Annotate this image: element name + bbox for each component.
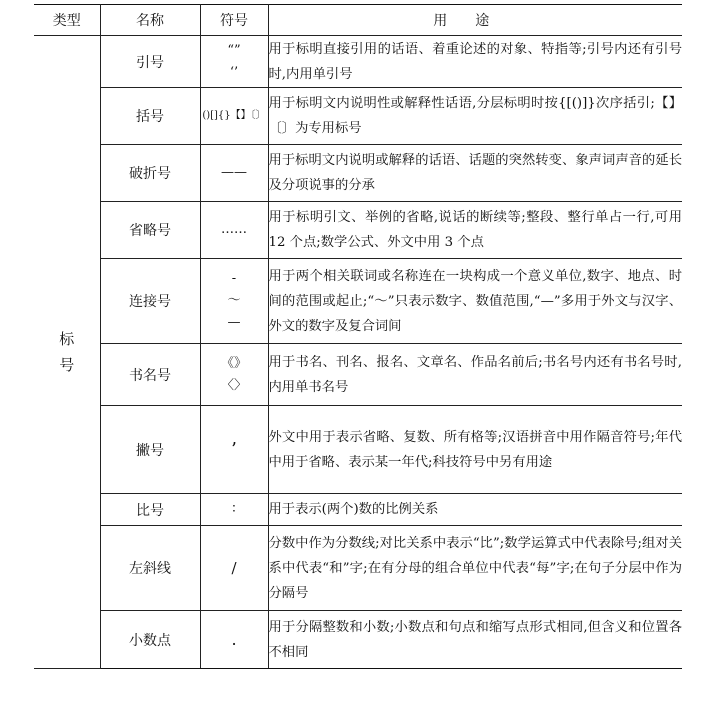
row-name: 小数点 <box>100 611 200 669</box>
row-usage: 用于标明文内说明或解释的话语、话题的突然转变、象声词声音的延长及分项说事的分承 <box>268 145 682 202</box>
row-usage: 用于分隔整数和小数;小数点和句点和缩写点形式相同,但含义和位置各不相同 <box>268 611 682 669</box>
table-row <box>34 145 682 202</box>
row-name: 省略号 <box>100 202 200 259</box>
row-symbol: - ～ — <box>200 259 268 344</box>
row-name: 破折号 <box>100 145 200 202</box>
table-row <box>34 259 682 344</box>
row-name: 连接号 <box>100 259 200 344</box>
type-char-2: 号 <box>59 356 75 374</box>
row-name: 左斜线 <box>100 526 200 611</box>
table-row <box>34 526 682 611</box>
row-name: 比号 <box>100 494 200 526</box>
row-name: 书名号 <box>100 344 200 406</box>
row-usage: 用于标明引文、举例的省略,说话的断续等;整段、整行单占一行,可用 12 个点;数学公式、外文中用 3 个点 <box>268 202 682 259</box>
header-symbol: 符号 <box>200 5 268 36</box>
row-symbol: ’ <box>200 406 268 494</box>
row-symbol: ∶ <box>200 494 268 526</box>
row-symbol: / <box>200 526 268 611</box>
type-cell <box>34 36 100 669</box>
table-row <box>34 36 682 88</box>
table-row <box>34 88 682 145</box>
table-row <box>34 406 682 494</box>
row-symbol: “” ‘’ <box>200 36 268 88</box>
row-usage: 用于表示(两个)数的比例关系 <box>268 494 682 526</box>
row-usage: 用于两个相关联词或名称连在一块构成一个意义单位,数字、地点、时间的范围或起止;“～”只表示数字、数值范围,“—”多用于外文与汉字、外文的数字及复合词间 <box>268 259 682 344</box>
row-name: 撇号 <box>100 406 200 494</box>
row-symbol: 《》 〈〉 <box>200 344 268 406</box>
row-usage: 分数中作为分数线;对比关系中表示“比”;数学运算式中代表除号;组对关系中代表“和”字;在有分母的组合单位中代表“每”字;在句子分层中作为分隔号 <box>268 526 682 611</box>
row-symbol: —— <box>200 145 268 202</box>
table-row <box>34 494 682 526</box>
punctuation-table <box>34 4 682 669</box>
table-row <box>34 202 682 259</box>
row-usage: 用于标明文内说明性或解释性话语,分层标明时按{[()]}次序括引;【】〔〕为专用标号 <box>268 88 682 145</box>
row-symbol: …… <box>200 202 268 259</box>
table-row <box>34 344 682 406</box>
row-usage: 外文中用于表示省略、复数、所有格等;汉语拼音中用作隔音符号;年代中用于省略、表示某一年代;科技符号中另有用途 <box>268 406 682 494</box>
row-usage: 用于标明直接引用的话语、着重论述的对象、特指等;引号内还有引号时,内用单引号 <box>268 36 682 88</box>
row-name: 引号 <box>100 36 200 88</box>
header-usage: 用途 <box>268 5 682 36</box>
header-name: 名称 <box>100 5 200 36</box>
header-row <box>34 5 682 36</box>
row-usage: 用于书名、刊名、报名、文章名、作品名前后;书名号内还有书名号时,内用单书名号 <box>268 344 682 406</box>
header-type: 类型 <box>34 5 100 36</box>
row-name: 括号 <box>100 88 200 145</box>
type-char-1: 标 <box>59 330 75 348</box>
table-row <box>34 611 682 669</box>
row-symbol: . <box>200 611 268 669</box>
row-symbol: ()[]{}【】〔〕 <box>200 88 268 145</box>
